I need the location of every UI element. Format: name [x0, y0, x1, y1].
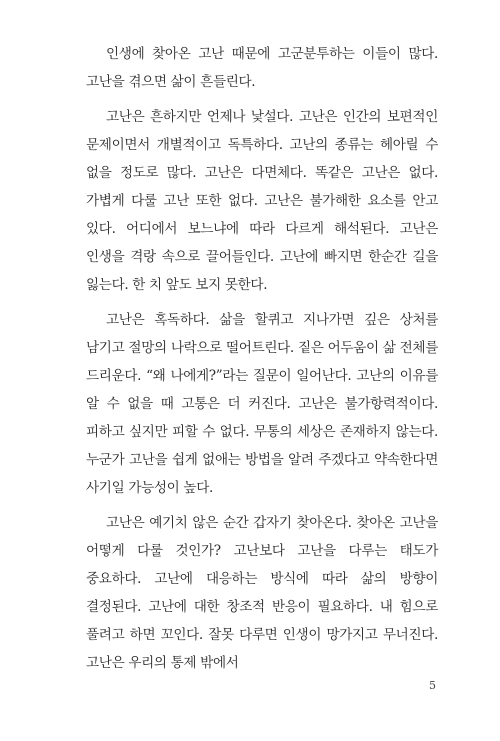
paragraph-1: 인생에 찾아온 고난 때문에 고군분투하는 이들이 많다. 고난을 겪으면 삶이 흔들린다.	[86, 46, 438, 90]
page-number: 5	[429, 679, 436, 692]
paragraph-2: 고난은 흔하지만 언제나 낯설다. 고난은 인간의 보편적인 문제이면서 개별적이고 독특하다. 고난의 종류는 헤아릴 수 없을 정도로 많다. 고난은 다면체다. 똑같은 고난은 없다. 가볍게 다룰 고난 또한 없다. 고난은 불가해한 요소를 안고 있다. 어디에서 보느냐에 따라 다르게 해석된다. 고난은 인생을 격랑 속으로 끌어들인다. 고난에 빠지면 한순간 길을 잃는다. 한 치 앞도 보지 못한다.	[86, 109, 438, 293]
paragraph-3: 고난은 혹독하다. 삶을 할퀴고 지나가면 깊은 상처를 남기고 절망의 나락으로 떨어트린다. 짙은 어두움이 삶 전체를 드리운다. “왜 나에게?”라는 질문이 일어난다. 고난의 이유를 알 수 없을 때 고통은 더 커진다. 고난은 불가항력적이다. 피하고 싶지만 피할 수 없다. 무통의 세상은 존재하지 않는다. 누군가 고난을 쉽게 없애는 방법을 알려 주겠다고 약속한다면 사기일 가능성이 높다.	[86, 312, 438, 496]
body-text	[86, 40, 438, 684]
paragraph-4: 고난은 예기치 않은 순간 갑자기 찾아온다. 찾아온 고난을 어떻게 다룰 것인가? 고난보다 고난을 다루는 태도가 중요하다. 고난에 대응하는 방식에 따라 삶의 방향이 결정된다. 고난에 대한 창조적 반응이 필요하다. 내 힘으로 풀려고 하면 꼬인다. 잘못 다루면 인생이 망가지고 무너진다. 고난은 우리의 통제 밖에서	[86, 515, 438, 671]
